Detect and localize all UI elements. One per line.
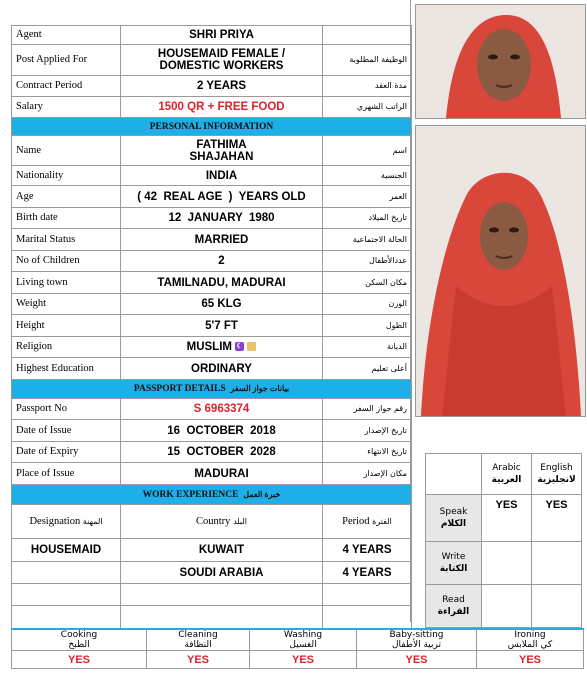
row-weight: [12, 294, 412, 315]
skill-header: [12, 629, 147, 651]
speak-english-value: YES: [532, 495, 582, 542]
post-value-line1: HOUSEMAID FEMALE /: [157, 48, 286, 60]
salary-arabic: الراتب الشهري: [323, 97, 412, 118]
passport-header-en: PASSPORT DETAILS: [133, 384, 226, 394]
write-english-value: [532, 542, 582, 585]
speak-label-cell: [426, 495, 482, 542]
nationality-value: INDIA: [121, 166, 323, 186]
bio-data-table: [11, 25, 412, 629]
row-post: [12, 45, 412, 76]
skill-value: YES: [477, 651, 584, 669]
skill-en: Washing: [283, 630, 323, 640]
skill-header: [147, 629, 250, 651]
skill-en: Baby-sitting: [389, 630, 444, 640]
weight-arabic: الوزن: [323, 294, 412, 315]
contract-value: 2 YEARS: [121, 76, 323, 97]
read-arabic-value: [482, 585, 532, 628]
work-header-en: WORK EXPERIENCE: [142, 489, 239, 500]
row-work-columns: [12, 505, 412, 539]
read-label-ar: القراءة: [437, 607, 470, 617]
empty-cell: [121, 606, 323, 629]
face-photo: [415, 4, 586, 119]
designation-label: Designation: [29, 515, 81, 527]
passport-no-arabic: رقم جواز السفر: [323, 399, 412, 420]
issue-place-value: MADURAI: [121, 463, 323, 485]
work-row: [12, 539, 412, 562]
write-label: Write: [441, 552, 466, 562]
row-nationality: [12, 166, 412, 186]
age-label: Age: [12, 186, 121, 208]
marital-value: MARRIED: [121, 229, 323, 251]
work-country: KUWAIT: [121, 539, 323, 562]
empty-cell: [121, 584, 323, 606]
height-value: 5'7 FT: [121, 315, 323, 337]
skills-label-row: [12, 629, 584, 651]
skill-en: Ironing: [514, 630, 546, 640]
name-value: [121, 136, 323, 166]
expiry-date-arabic: تاريخ الانتهاء: [323, 442, 412, 463]
height-arabic: الطول: [323, 315, 412, 337]
expiry-date-label: Date of Expiry: [12, 442, 121, 463]
row-passport-no: [12, 399, 412, 420]
full-photo-image: [416, 126, 585, 416]
passport-no-value: S 6963374: [121, 399, 323, 420]
children-arabic: عددالأطفال: [323, 251, 412, 272]
face-photo-image: [416, 5, 585, 118]
write-label-cell: [426, 542, 482, 585]
row-marital: [12, 229, 412, 251]
height-label: Height: [12, 315, 121, 337]
name-value-line1: FATHIMA: [196, 138, 247, 151]
contract-arabic: مدة العقد: [323, 76, 412, 97]
row-issue-date: [12, 420, 412, 442]
post-arabic: الوظيفة المطلوبة: [323, 45, 412, 76]
name-arabic: اسم: [323, 136, 412, 166]
nationality-label: Nationality: [12, 166, 121, 186]
empty-cell: [323, 584, 412, 606]
issue-date-label: Date of Issue: [12, 420, 121, 442]
living-label: Living town: [12, 272, 121, 294]
empty-cell: [12, 584, 121, 606]
arabic-label-ar: العربية: [491, 475, 522, 485]
expiry-date-value: 15 OCTOBER 2028: [121, 442, 323, 463]
row-birth: [12, 208, 412, 229]
period-header: [323, 505, 412, 539]
row-children: [12, 251, 412, 272]
row-issue-place: [12, 463, 412, 485]
period-label-ar: الفترة: [372, 516, 392, 526]
work-country: SOUDI ARABIA: [121, 562, 323, 584]
salary-value: 1500 QR + FREE FOOD: [121, 97, 323, 118]
work-period: 4 YEARS: [323, 562, 412, 584]
empty-cell: [12, 606, 121, 629]
skill-header: [477, 629, 584, 651]
work-row-empty: [12, 606, 412, 629]
work-row-empty: [12, 584, 412, 606]
children-value: 2: [121, 251, 323, 272]
skill-ar: الطبخ: [68, 640, 90, 650]
age-arabic: العمر: [323, 186, 412, 208]
post-value: [121, 45, 323, 76]
read-english-value: [532, 585, 582, 628]
row-expiry-date: [12, 442, 412, 463]
empty-cell: [323, 606, 412, 629]
skill-ar: النظافة: [184, 640, 212, 650]
birth-label: Birth date: [12, 208, 121, 229]
marital-label: Marital Status: [12, 229, 121, 251]
row-contract: [12, 76, 412, 97]
religion-arabic: الديانة: [323, 337, 412, 358]
row-living: [12, 272, 412, 294]
designation-header: [12, 505, 121, 539]
row-salary: [12, 97, 412, 118]
issue-place-label: Place of Issue: [12, 463, 121, 485]
skill-ar: الغسيل: [289, 640, 317, 650]
country-label: Country: [196, 515, 231, 527]
speak-label: Speak: [439, 507, 468, 517]
full-photo: [415, 125, 586, 417]
country-header: [121, 505, 323, 539]
work-designation: HOUSEMAID: [12, 539, 121, 562]
post-value-line2: DOMESTIC WORKERS: [159, 60, 284, 72]
arabic-column-header: [482, 454, 532, 495]
education-value: ORDINARY: [121, 358, 323, 380]
birth-arabic: تاريخ الميلاد: [323, 208, 412, 229]
education-arabic: أعلى تعليم: [323, 358, 412, 380]
skill-header: [250, 629, 357, 651]
agent-value: SHRI PRIYA: [121, 26, 323, 45]
languages-table: [425, 453, 582, 628]
passport-details-header: [12, 380, 412, 399]
english-label-ar: لانجليزية: [537, 475, 576, 485]
corner-cell: [426, 454, 482, 495]
issue-date-arabic: تاريخ الإصدار: [323, 420, 412, 442]
age-value: ( 42 REAL AGE ) YEARS OLD: [121, 186, 323, 208]
row-religion: [12, 337, 412, 358]
passport-header-ar: بيانات جواز السفر: [230, 384, 290, 393]
salary-label: Salary: [12, 97, 121, 118]
personal-info-header: PERSONAL INFORMATION: [12, 118, 412, 136]
write-arabic-value: [482, 542, 532, 585]
work-experience-header: [12, 485, 412, 505]
nationality-arabic: الجنسية: [323, 166, 412, 186]
name-value-line2: SHAJAHAN: [189, 150, 254, 163]
weight-label: Weight: [12, 294, 121, 315]
write-row: [426, 542, 582, 585]
skill-value: YES: [147, 651, 250, 669]
skill-header: [357, 629, 477, 651]
marital-arabic: الحالة الاجتماعية: [323, 229, 412, 251]
skills-table: [11, 628, 584, 669]
birth-value: 12 JANUARY 1980: [121, 208, 323, 229]
row-name: [12, 136, 412, 166]
mosque-emoji-icon: [247, 342, 256, 351]
agent-label: Agent: [12, 26, 121, 45]
work-designation: [12, 562, 121, 584]
read-label: Read: [442, 595, 465, 605]
children-label: No of Children: [12, 251, 121, 272]
agent-arabic: [323, 26, 412, 45]
work-header-ar: خبرة العمل: [243, 489, 281, 499]
name-label: Name: [12, 136, 121, 166]
row-work-header: [12, 485, 412, 505]
row-passport-header: [12, 380, 412, 399]
english-label: English: [540, 463, 573, 473]
speak-label-ar: الكلام: [440, 519, 467, 529]
skill-value: YES: [12, 651, 147, 669]
living-value: TAMILNADU, MADURAI: [121, 272, 323, 294]
skills-value-row: [12, 651, 584, 669]
skill-value: YES: [357, 651, 477, 669]
period-label: Period: [342, 515, 370, 527]
living-arabic: مكان السكن: [323, 272, 412, 294]
religion-value-cell: [121, 337, 323, 358]
country-label-ar: البلد: [233, 516, 247, 526]
row-agent: [12, 26, 412, 45]
english-column-header: [532, 454, 582, 495]
weight-value: 65 KLG: [121, 294, 323, 315]
speak-row: [426, 495, 582, 542]
religion-label: Religion: [12, 337, 121, 358]
arabic-label: Arabic: [492, 463, 521, 473]
issue-place-arabic: مكان الإصدار: [323, 463, 412, 485]
row-age: [12, 186, 412, 208]
languages-header-row: [426, 454, 582, 495]
read-row: [426, 585, 582, 628]
crescent-emoji-icon: ☾: [236, 343, 243, 351]
skill-en: Cleaning: [178, 630, 218, 640]
issue-date-value: 16 OCTOBER 2018: [121, 420, 323, 442]
post-label: Post Applied For: [12, 45, 121, 76]
speak-arabic-value: YES: [482, 495, 532, 542]
write-label-ar: الكتابة: [439, 564, 468, 574]
row-personal-header: [12, 118, 412, 136]
skill-value: YES: [250, 651, 357, 669]
skill-ar: تربية الأطفال: [391, 640, 441, 650]
work-row: [12, 562, 412, 584]
skill-en: Cooking: [60, 630, 98, 640]
passport-no-label: Passport No: [12, 399, 121, 420]
row-education: [12, 358, 412, 380]
work-period: 4 YEARS: [323, 539, 412, 562]
contract-label: Contract Period: [12, 76, 121, 97]
religion-value: MUSLIM: [186, 341, 232, 353]
row-height: [12, 315, 412, 337]
designation-label-ar: المهنة: [82, 516, 103, 526]
skill-ar: كي الملابس: [507, 640, 553, 650]
education-label: Highest Education: [12, 358, 121, 380]
read-label-cell: [426, 585, 482, 628]
